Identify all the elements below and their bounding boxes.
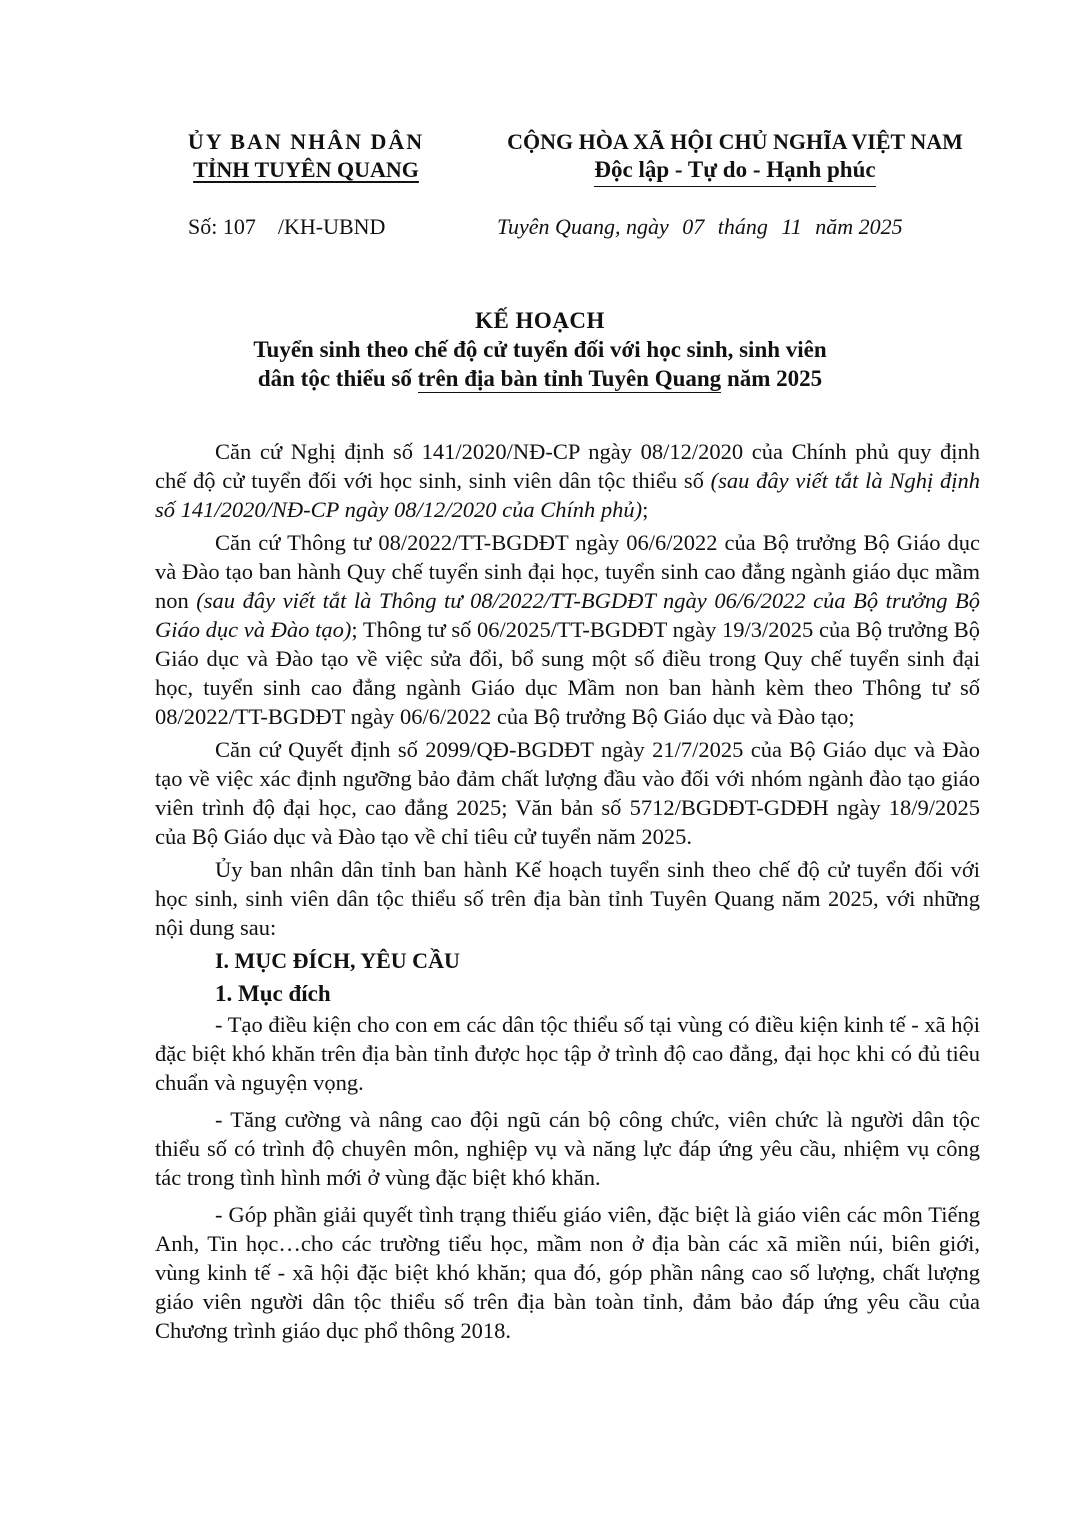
paragraph-1-text: Căn cứ Nghị định số 141/2020/NĐ-CP ngày 08/12/2020 của Chính phủ quy định chế độ cử tuyển đối với học sinh, sinh viên dân tộc thiểu số <box>155 439 980 493</box>
title-sub-line-1: Tuyển sinh theo chế độ cử tuyển đối với học sinh, sinh viên <box>253 337 827 362</box>
date-month-label: tháng <box>717 214 768 239</box>
document-number <box>188 213 385 241</box>
paragraph-legal-basis-2 <box>155 528 980 731</box>
document-body <box>155 437 980 1353</box>
title-sub-line-2-part-a: dân tộc thiểu số <box>257 366 418 391</box>
title-main: KẾ HOẠCH <box>475 308 605 333</box>
national-motto <box>465 128 1005 187</box>
bullet-item-1: - Tạo điều kiện cho con em các dân tộc thiểu số tại vùng có điều kiện kinh tế - xã hội đặc biệt khó khăn trên địa bàn tỉnh được học tập ở trình độ cao đẳng, đại học khi có đủ tiêu chuẩn và nguyện vọng. <box>155 1012 980 1095</box>
document-number-suffix: /KH-UBND <box>277 214 386 239</box>
paragraph-intro: Ủy ban nhân dân tỉnh ban hành Kế hoạch tuyển sinh theo chế độ cử tuyển đối với học sinh, sinh viên dân tộc thiểu số trên địa bàn tỉnh Tuyên Quang năm 2025, với những nội dung sau: <box>155 857 980 940</box>
authority-line-2: TỈNH TUYÊN QUANG <box>193 157 419 182</box>
bullet-item-2: - Tăng cường và nâng cao đội ngũ cán bộ công chức, viên chức là người dân tộc thiểu số có trình độ chuyên môn, nghiệp vụ và năng lực đáp ứng yêu cầu, nhiệm vụ công tác trong tình hình mới ở vùng đặc biệt khó khăn. <box>155 1107 980 1190</box>
section-heading-1: I. MỤC ĐÍCH, YÊU CẦU <box>215 948 460 973</box>
title-sub-line-2 <box>130 364 950 393</box>
paragraph-2-end: ; Thông tư số 06/2025/TT-BGDĐT ngày 19/3/2025 của Bộ trưởng Bộ Giáo dục và Đào tạo về việc sửa đổi, bổ sung một số điều trong Quy chế tuyển sinh đại học, tuyển sinh cao đẳng ngành Giáo dục Mầm non ban hành kèm theo Thông tư số 08/2022/TT-BGDĐT ngày 06/6/2022 của Bộ trưởng Bộ Giáo dục và Đào tạo; <box>155 617 980 729</box>
motto-line-1: CỘNG HÒA XÃ HỘI CHỦ NGHĨA VIỆT NAM <box>507 129 963 154</box>
title-sub-line-2-part-b: trên địa bàn tỉnh Tuyên Quang <box>417 366 722 391</box>
paragraph-2-italic: (sau đây viết tắt là Thông tư 08/2022/TT-BGDĐT ngày 06/6/2022 của Bộ trưởng Bộ Giáo dục và Đào tạo) <box>155 588 981 642</box>
document-number-prefix: Số: 107 <box>188 214 256 239</box>
document-title <box>130 306 950 393</box>
date-year: năm 2025 <box>815 214 903 239</box>
authority-line-1: ỦY BAN NHÂN DÂN <box>187 129 425 154</box>
paragraph-legal-basis-3: Căn cứ Quyết định số 2099/QĐ-BGDĐT ngày 21/7/2025 của Bộ Giáo dục và Đào tạo về việc xác định ngưỡng bảo đảm chất lượng đầu vào đối với nhóm ngành đào tạo giáo viên trình độ đại học, cao đẳng 2025; Văn bản số 5712/BGDĐT-GDĐH ngày 18/9/2025 của Bộ Giáo dục và Đào tạo về chỉ tiêu cử tuyển năm 2025. <box>155 737 980 849</box>
date-month: 11 <box>781 214 802 239</box>
motto-line-2: Độc lập - Tự do - Hạnh phúc <box>594 156 875 187</box>
subsection-heading-1: 1. Mục đích <box>215 981 331 1006</box>
paragraph-2-text: Căn cứ Thông tư 08/2022/TT-BGDĐT ngày 06/6/2022 của Bộ trưởng Bộ Giáo dục và Đào tạo ban hành Quy chế tuyển sinh đại học, tuyển sinh cao đẳng ngành giáo dục mầm non <box>155 530 980 613</box>
paragraph-legal-basis-1 <box>155 437 980 524</box>
bullet-item-3: - Góp phần giải quyết tình trạng thiếu giáo viên, đặc biệt là giáo viên các môn Tiếng Anh, Tin học…cho các trường tiểu học, mầm non ở địa bàn các xã miền núi, biên giới, vùng kinh tế - xã hội đặc biệt khó khăn; qua đó, góp phần nâng cao số lượng, chất lượng giáo viên người dân tộc thiểu số trên địa bàn toàn tỉnh, đảm bảo đáp ứng yêu cầu của Chương trình giáo dục phổ thông 2018. <box>155 1202 980 1343</box>
title-sub-line-2-part-c: năm 2025 <box>721 366 823 391</box>
paragraph-1-end: ; <box>642 497 649 522</box>
paragraph-1-italic: (sau đây viết tắt là Nghị định số 141/2020/NĐ-CP ngày 08/12/2020 của Chính phủ) <box>155 468 980 522</box>
issue-date <box>497 213 903 241</box>
date-place: Tuyên Quang, ngày <box>497 214 669 239</box>
date-day: 07 <box>682 214 705 239</box>
issuing-authority <box>170 128 442 184</box>
